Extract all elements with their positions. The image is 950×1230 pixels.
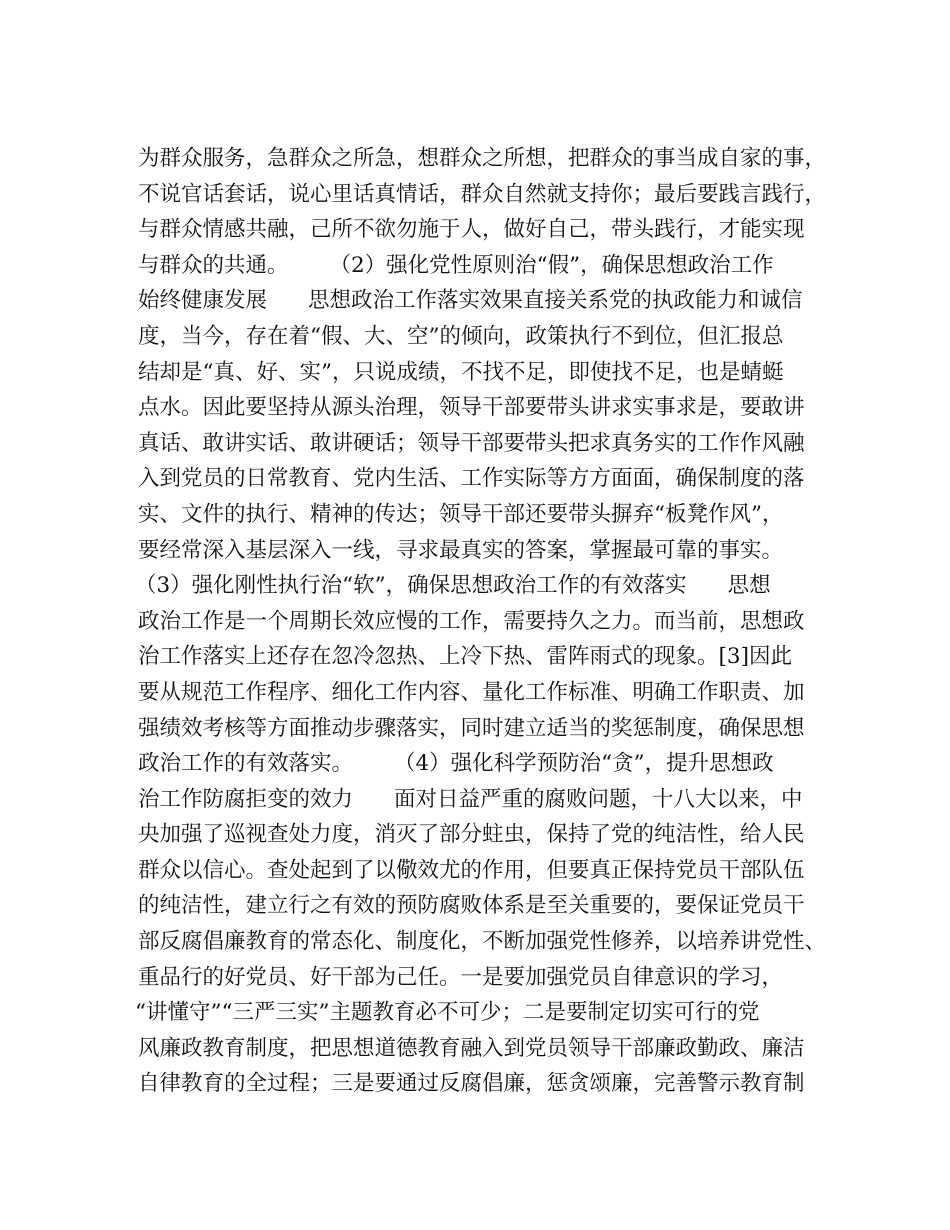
- text-line: 央加强了巡视查处力度，消灭了部分蛀虫，保持了党的纯洁性，给人民: [138, 822, 805, 848]
- text-line: 政治工作是一个周期长效应慢的工作，需要持久之力。而当前，思想政: [138, 608, 805, 634]
- text-line: 结却是“真、好、实”，只说成绩，不找不足，即使找不足，也是蜻蜓: [138, 359, 784, 385]
- text-line: 强绩效考核等方面推动步骤落实，同时建立适当的奖惩制度，确保思想: [138, 715, 805, 741]
- text-line: 重品行的好党员、好干部为己任。一是要加强党员自律意识的学习，: [138, 964, 784, 990]
- text-line: 要经常深入基层深入一线，寻求最真实的答案，掌握最可靠的事实。: [138, 537, 784, 563]
- text-line: 与群众情感共融，己所不欲勿施于人，做好自己，带头践行，才能实现: [138, 217, 805, 243]
- text-line: 治工作防腐拒变的效力 面对日益严重的腐败问题，十八大以来，中: [138, 786, 803, 812]
- text-line: 的纯洁性，建立行之有效的预防腐败体系是至关重要的，要保证党员干: [138, 893, 805, 919]
- text-line: 自律教育的全过程；三是要通过反腐倡廉，惩贪颂廉，完善警示教育制: [138, 1071, 805, 1097]
- text-line: 不说官话套话，说心里话真情话，群众自然就支持你；最后要践言践行，: [138, 181, 827, 207]
- text-line: 与群众的共通。 （2）强化党性原则治“假”，确保思想政治工作: [138, 252, 774, 278]
- text-line: 始终健康发展 思想政治工作落实效果直接关系党的执政能力和诚信: [138, 288, 803, 314]
- text-line: 要从规范工作程序、细化工作内容、量化工作标准、明确工作职责、加: [138, 679, 805, 705]
- text-line: 治工作落实上还存在忽冷忽热、上冷下热、雷阵雨式的现象。[3]因此: [138, 644, 792, 670]
- text-line: 入到党员的日常教育、党内生活、工作实际等方方面面，确保制度的落: [138, 466, 805, 492]
- text-line: 点水。因此要坚持从源头治理，领导干部要带头讲求实事求是，要敢讲: [138, 395, 805, 421]
- text-line: “讲懂守”“三严三实”主题教育必不可少；二是要制定切实可行的党: [135, 1000, 760, 1026]
- text-line: 真话、敢讲实话、敢讲硬话；领导干部要带头把求真务实的工作作风融: [138, 430, 805, 456]
- text-line: 度，当今，存在着“假、大、空”的倾向，政策执行不到位，但汇报总: [138, 323, 784, 349]
- text-line: 群众以信心。查处起到了以儆效尤的作用，但要真正保持党员干部队伍: [138, 857, 805, 883]
- text-line: 部反腐倡廉教育的常态化、制度化，不断加强党性修养，以培养讲党性、: [138, 929, 827, 955]
- text-line: 风廉政教育制度，把思想道德教育融入到党员领导干部廉政勤政、廉洁: [138, 1035, 805, 1061]
- text-line: 为群众服务，急群众之所急，想群众之所想，把群众的事当成自家的事，: [138, 146, 827, 171]
- body-text: [135, 141, 828, 1102]
- text-line: 实、文件的执行、精神的传达；领导干部还要带头摒弃“板凳作风”，: [138, 501, 784, 527]
- text-line: 政治工作的有效落实。 （4）强化科学预防治“贪”，提升思想政: [138, 751, 774, 777]
- text-line: （3）强化刚性执行治“软”，确保思想政治工作的有效落实 思想: [135, 573, 771, 599]
